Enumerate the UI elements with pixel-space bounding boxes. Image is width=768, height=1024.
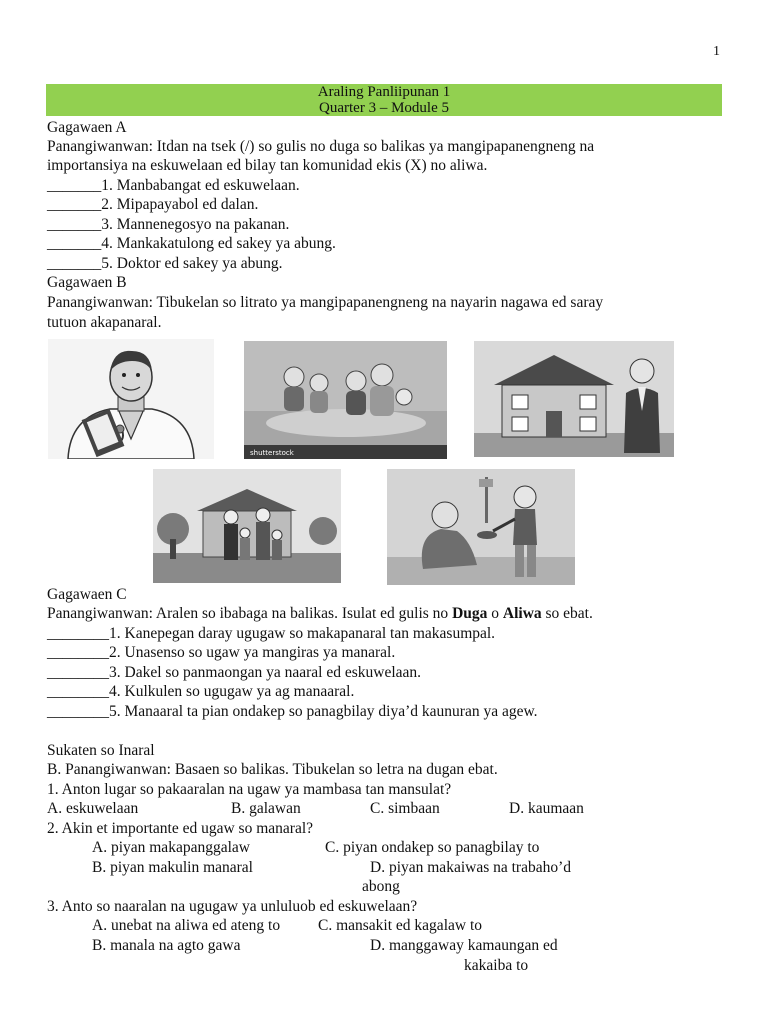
section-c-item: ________5. Manaaral ta pian ondakep so panagbilay diya’d kaunuran ya agew.	[47, 703, 538, 720]
section-a-item: _______3. Mannenegosyo na pakanan.	[47, 216, 290, 233]
family-sitting-picture	[244, 341, 447, 459]
section-c-title: Gagawaen C	[47, 586, 127, 603]
q1-choice-d: D. kaumaan	[509, 800, 584, 817]
q2-choice-a: A. piyan makapanggalaw	[92, 839, 250, 856]
doctor-picture	[48, 339, 214, 459]
section-a-item: _______5. Doktor ed sakey ya abung.	[47, 255, 283, 272]
q1-choice-a: A. eskuwelaan	[47, 800, 139, 817]
q3-choice-d: D. manggaway kamaungan ed	[370, 937, 558, 954]
subject-title: Araling Panliipunan 1	[317, 84, 451, 100]
house-with-man-picture	[474, 341, 674, 457]
q3-choice-a: A. unebat na aliwa ed ateng to	[92, 917, 281, 934]
section-a-instruction-2: importansiya na eskuwelaan ed bilay tan komunidad ekis (X) no aliwa.	[47, 157, 488, 174]
question-1: 1. Anton lugar so pakaaralan na ugaw ya mambasa tan mansulat?	[47, 781, 452, 798]
section-b-title: Gagawaen B	[47, 274, 127, 291]
section-a-title: Gagawaen A	[47, 119, 127, 136]
section-b-instruction-1: Panangiwanwan: Tibukelan so litrato ya mangipapanengneng na nayarin nagawa ed saray	[47, 294, 604, 311]
module-title: Quarter 3 – Module 5	[319, 100, 449, 116]
section-c-instruction: Panangiwanwan: Aralen so ibabaga na balikas. Isulat ed gulis no Duga o Aliwa so ebat.	[47, 605, 593, 622]
assessment-title: Sukaten so Inaral	[47, 742, 155, 759]
section-c-item: ________2. Unasenso so ugaw ya mangiras ya manaral.	[47, 644, 396, 661]
q2-choice-d: D. piyan makaiwas na trabaho’d	[370, 859, 572, 876]
section-c-item: ________4. Kulkulen so ugugaw ya ag manaaral.	[47, 683, 355, 700]
q3-choice-d-cont: kakaiba to	[464, 957, 529, 974]
q1-choice-b: B. galawan	[231, 800, 301, 817]
q1-choice-c: C. simbaan	[370, 800, 440, 817]
question-3: 3. Anto so naaralan na ugugaw ya unluluob ed eskuwelaan?	[47, 898, 418, 915]
section-c-item: ________1. Kanepegan daray ugugaw so makapanaral tan makasumpal.	[47, 625, 496, 642]
true-word: Duga	[452, 605, 488, 622]
family-standing-picture	[153, 469, 341, 583]
q2-choice-c: C. piyan ondakep so panagbilay to	[325, 839, 540, 856]
assessment-instruction: B. Panangiwanwan: Basaen so balikas. Tibukelan so letra na dugan ebat.	[47, 761, 498, 778]
page-number: 1	[713, 44, 720, 59]
module-header	[46, 84, 722, 116]
section-a-item: _______2. Mipapayabol ed dalan.	[47, 196, 259, 213]
beggar-and-boy-picture	[387, 469, 575, 585]
false-word: Aliwa	[502, 605, 542, 622]
section-a-instruction-1: Panangiwanwan: Itdan na tsek (/) so gulis no duga so balikas ya mangipapanengneng na	[47, 138, 595, 155]
q3-choice-b: B. manala na agto gawa	[92, 937, 241, 954]
stock-caption: shutterstock	[250, 449, 294, 457]
q3-choice-c: C. mansakit ed kagalaw to	[318, 917, 482, 934]
section-b-instruction-2: tutuon akapanaral.	[47, 314, 162, 331]
q2-choice-d-cont: abong	[362, 878, 400, 895]
section-a-item: _______1. Manbabangat ed eskuwelaan.	[47, 177, 300, 194]
question-2: 2. Akin et importante ed ugaw so manaral?	[47, 820, 314, 837]
section-a-item: _______4. Mankakatulong ed sakey ya abung.	[47, 235, 336, 252]
section-c-item: ________3. Dakel so panmaongan ya naaral ed eskuwelaan.	[47, 664, 422, 681]
q2-choice-b: B. piyan makulin manaral	[92, 859, 253, 876]
